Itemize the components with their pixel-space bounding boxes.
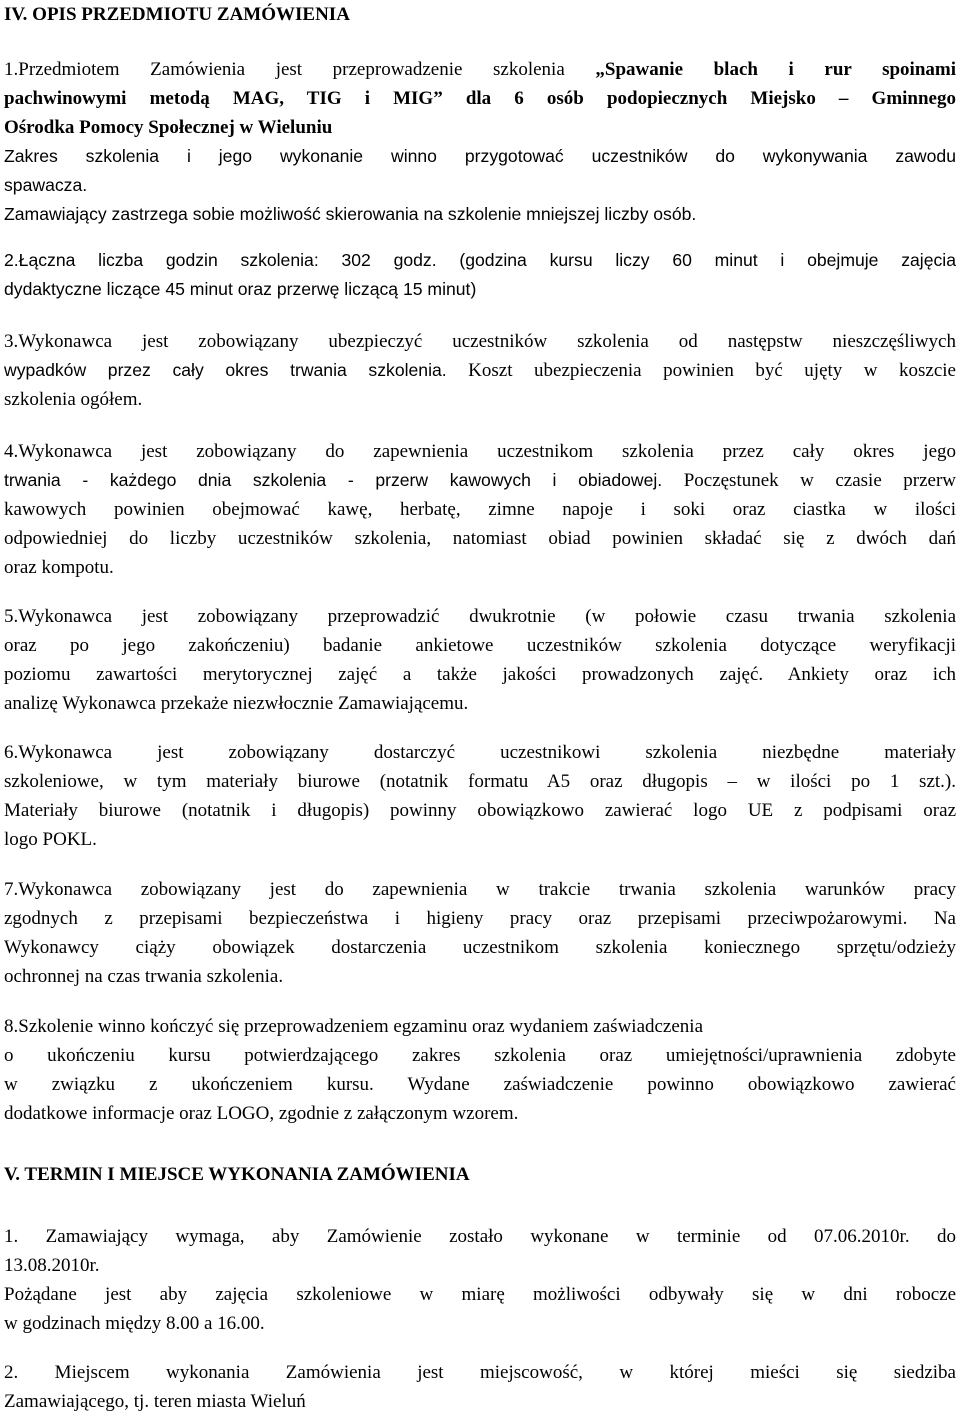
item-8-line-2: o ukończeniu kursu potwierdzającego zakres szkolenia oraz umiejętności/uprawnienia zdobyte — [4, 1045, 956, 1066]
item-4-line-5: oraz kompotu. — [4, 557, 114, 578]
item-6-line-3: Materiały biurowe (notatnik i długopis) powinny obowiązkowo zawierać logo UE z podpisami oraz — [4, 800, 956, 821]
item-7-line-4: ochronnej na czas trwania szkolenia. — [4, 966, 284, 987]
item-4-line-1: 4.Wykonawca jest zobowiązany do zapewnienia uczestnikom szkolenia przez cały okres jego — [4, 441, 956, 462]
section-4-heading: IV. OPIS PRZEDMIOTU ZAMÓWIENIA — [4, 4, 350, 25]
item-1-paragraph — [4, 55, 956, 229]
item-6-paragraph — [4, 738, 956, 854]
item-3-line-2 — [4, 356, 956, 385]
item-1-scope-line-2: spawacza. — [4, 175, 88, 195]
item-8-line-4: dodatkowe informacje oraz LOGO, zgodnie z załączonym wzorem. — [4, 1103, 519, 1124]
item-2-line-1 — [4, 246, 956, 275]
training-title-part-1: „Spawanie blach i rur spoinami — [595, 59, 956, 80]
item-5-line-3: poziomu zawartości merytorycznej zajęć a także jakości prowadzonych zajęć. Ankiety oraz ich — [4, 664, 956, 685]
item-7-line-3: Wykonawcy ciąży obowiązek dostarczenia uczestnikom szkolenia koniecznego sprzętu/odzieży — [4, 937, 956, 958]
section-5-item-1-line-1: 1. Zamawiający wymaga, aby Zamówienie zostało wykonane w terminie od 07.06.2010r. do — [4, 1226, 956, 1247]
section-5-item-2-line-2: Zamawiającego, tj. teren miasta Wieluń — [4, 1391, 306, 1412]
item-8-line-3: w związku z ukończeniem kursu. Wydane zaświadczenie powinno obowiązkowo zawierać — [4, 1074, 956, 1095]
item-1-line-3 — [4, 113, 956, 142]
item-8-paragraph — [4, 1012, 956, 1128]
section-5-item-1-line-4: w godzinach między 8.00 a 16.00. — [4, 1313, 265, 1334]
section-5-item-1-paragraph — [4, 1222, 956, 1338]
item-4-refreshments: Poczęstunek w czasie przerw — [662, 470, 957, 491]
item-2-paragraph — [4, 246, 956, 304]
section-5-item-1-line-2: 13.08.2010r. — [4, 1255, 100, 1276]
item-2-hour-note: (godzina kursu liczy 60 minut i obejmuje zajęcia — [436, 250, 956, 270]
item-4-paragraph — [4, 437, 956, 582]
item-3-line-3: szkolenia ogółem. — [4, 389, 143, 410]
item-7-paragraph — [4, 875, 956, 991]
item-6-line-1: 6.Wykonawca jest zobowiązany dostarczyć uczestnikowi szkolenia niezbędne materiały — [4, 742, 956, 763]
item-6-line-2: szkoleniowe, w tym materiały biurowe (notatnik formatu A5 oraz długopis – w ilości po 1 szt.). — [4, 771, 956, 792]
item-1-scope-line-1: Zakres szkolenia i jego wykonanie winno przygotować uczestników do wykonywania zawodu — [4, 146, 956, 166]
item-4-breaks: trwania - każdego dnia szkolenia - przerw kawowych i obiadowej. — [4, 470, 663, 490]
training-title-part-3: Ośrodka Pomocy Społecznej w Wieluniu — [4, 117, 333, 138]
item-4-line-3: kawowych powinien obejmować kawę, herbatę, zimne napoje i soki oraz ciastka w ilości — [4, 499, 956, 520]
item-3-paragraph — [4, 327, 956, 414]
item-4-line-4: odpowiedniej do liczby uczestników szkolenia, natomiast obiad powinien składać się z dwóch dań — [4, 528, 956, 549]
item-1-prefix: 1.Przedmiotem Zamówienia jest przeprowadzenie szkolenia — [4, 59, 596, 80]
item-8-line-1: 8.Szkolenie winno kończyć się przeprowadzeniem egzaminu oraz wydaniem zaświadczenia — [4, 1016, 704, 1037]
item-3-insurance-cost: Koszt ubezpieczenia powinien być ujęty w koszcie — [446, 360, 956, 381]
item-5-paragraph — [4, 602, 956, 718]
item-7-line-1: 7.Wykonawca zobowiązany jest do zapewnienia w trakcie trwania szkolenia warunków pracy — [4, 879, 956, 900]
item-5-line-1: 5.Wykonawca jest zobowiązany przeprowadzić dwukrotnie (w połowie czasu trwania szkolenia — [4, 606, 956, 627]
item-5-line-4: analizę Wykonawca przekaże niezwłocznie Zamawiającemu. — [4, 693, 469, 714]
item-3-line-1: 3.Wykonawca jest zobowiązany ubezpieczyć uczestników szkolenia od następstw nieszczęśliwych — [4, 331, 956, 352]
training-title-part-2: pachwinowymi metodą MAG, TIG i MIG” dla 6 osób podopiecznych Miejsko – Gminnego — [4, 88, 956, 109]
item-5-line-2: oraz po jego zakończeniu) badanie ankietowe uczestników szkolenia dotyczące weryfikacji — [4, 635, 956, 656]
item-2-hours: 2.Łączna liczba godzin szkolenia: 302 godz. — [4, 250, 437, 270]
item-1-line-1 — [4, 55, 956, 84]
item-1-reserve-line: Zamawiający zastrzega sobie możliwość skierowania na szkolenie mniejszej liczby osób. — [4, 204, 697, 224]
item-4-line-2 — [4, 466, 956, 495]
section-5-item-2-paragraph — [4, 1358, 956, 1416]
section-5-item-1-line-3: Pożądane jest aby zajęcia szkoleniowe w miarę możliwości odbywały się w dni robocze — [4, 1284, 956, 1305]
section-5-heading: V. TERMIN I MIEJSCE WYKONANIA ZAMÓWIENIA — [4, 1164, 470, 1185]
item-7-line-2: zgodnych z przepisami bezpieczeństwa i higieny pracy oraz przepisami przeciwpożarowymi. Na — [4, 908, 956, 929]
item-2-line-2: dydaktyczne liczące 45 minut oraz przerwę liczącą 15 minut) — [4, 279, 477, 299]
item-1-line-2 — [4, 84, 956, 113]
section-5-item-2-line-1: 2. Miejscem wykonania Zamówienia jest miejscowość, w której mieści się siedziba — [4, 1362, 956, 1383]
item-3-insurance-period: wypadków przez cały okres trwania szkolenia. — [4, 360, 447, 380]
item-6-line-4: logo POKL. — [4, 829, 97, 850]
